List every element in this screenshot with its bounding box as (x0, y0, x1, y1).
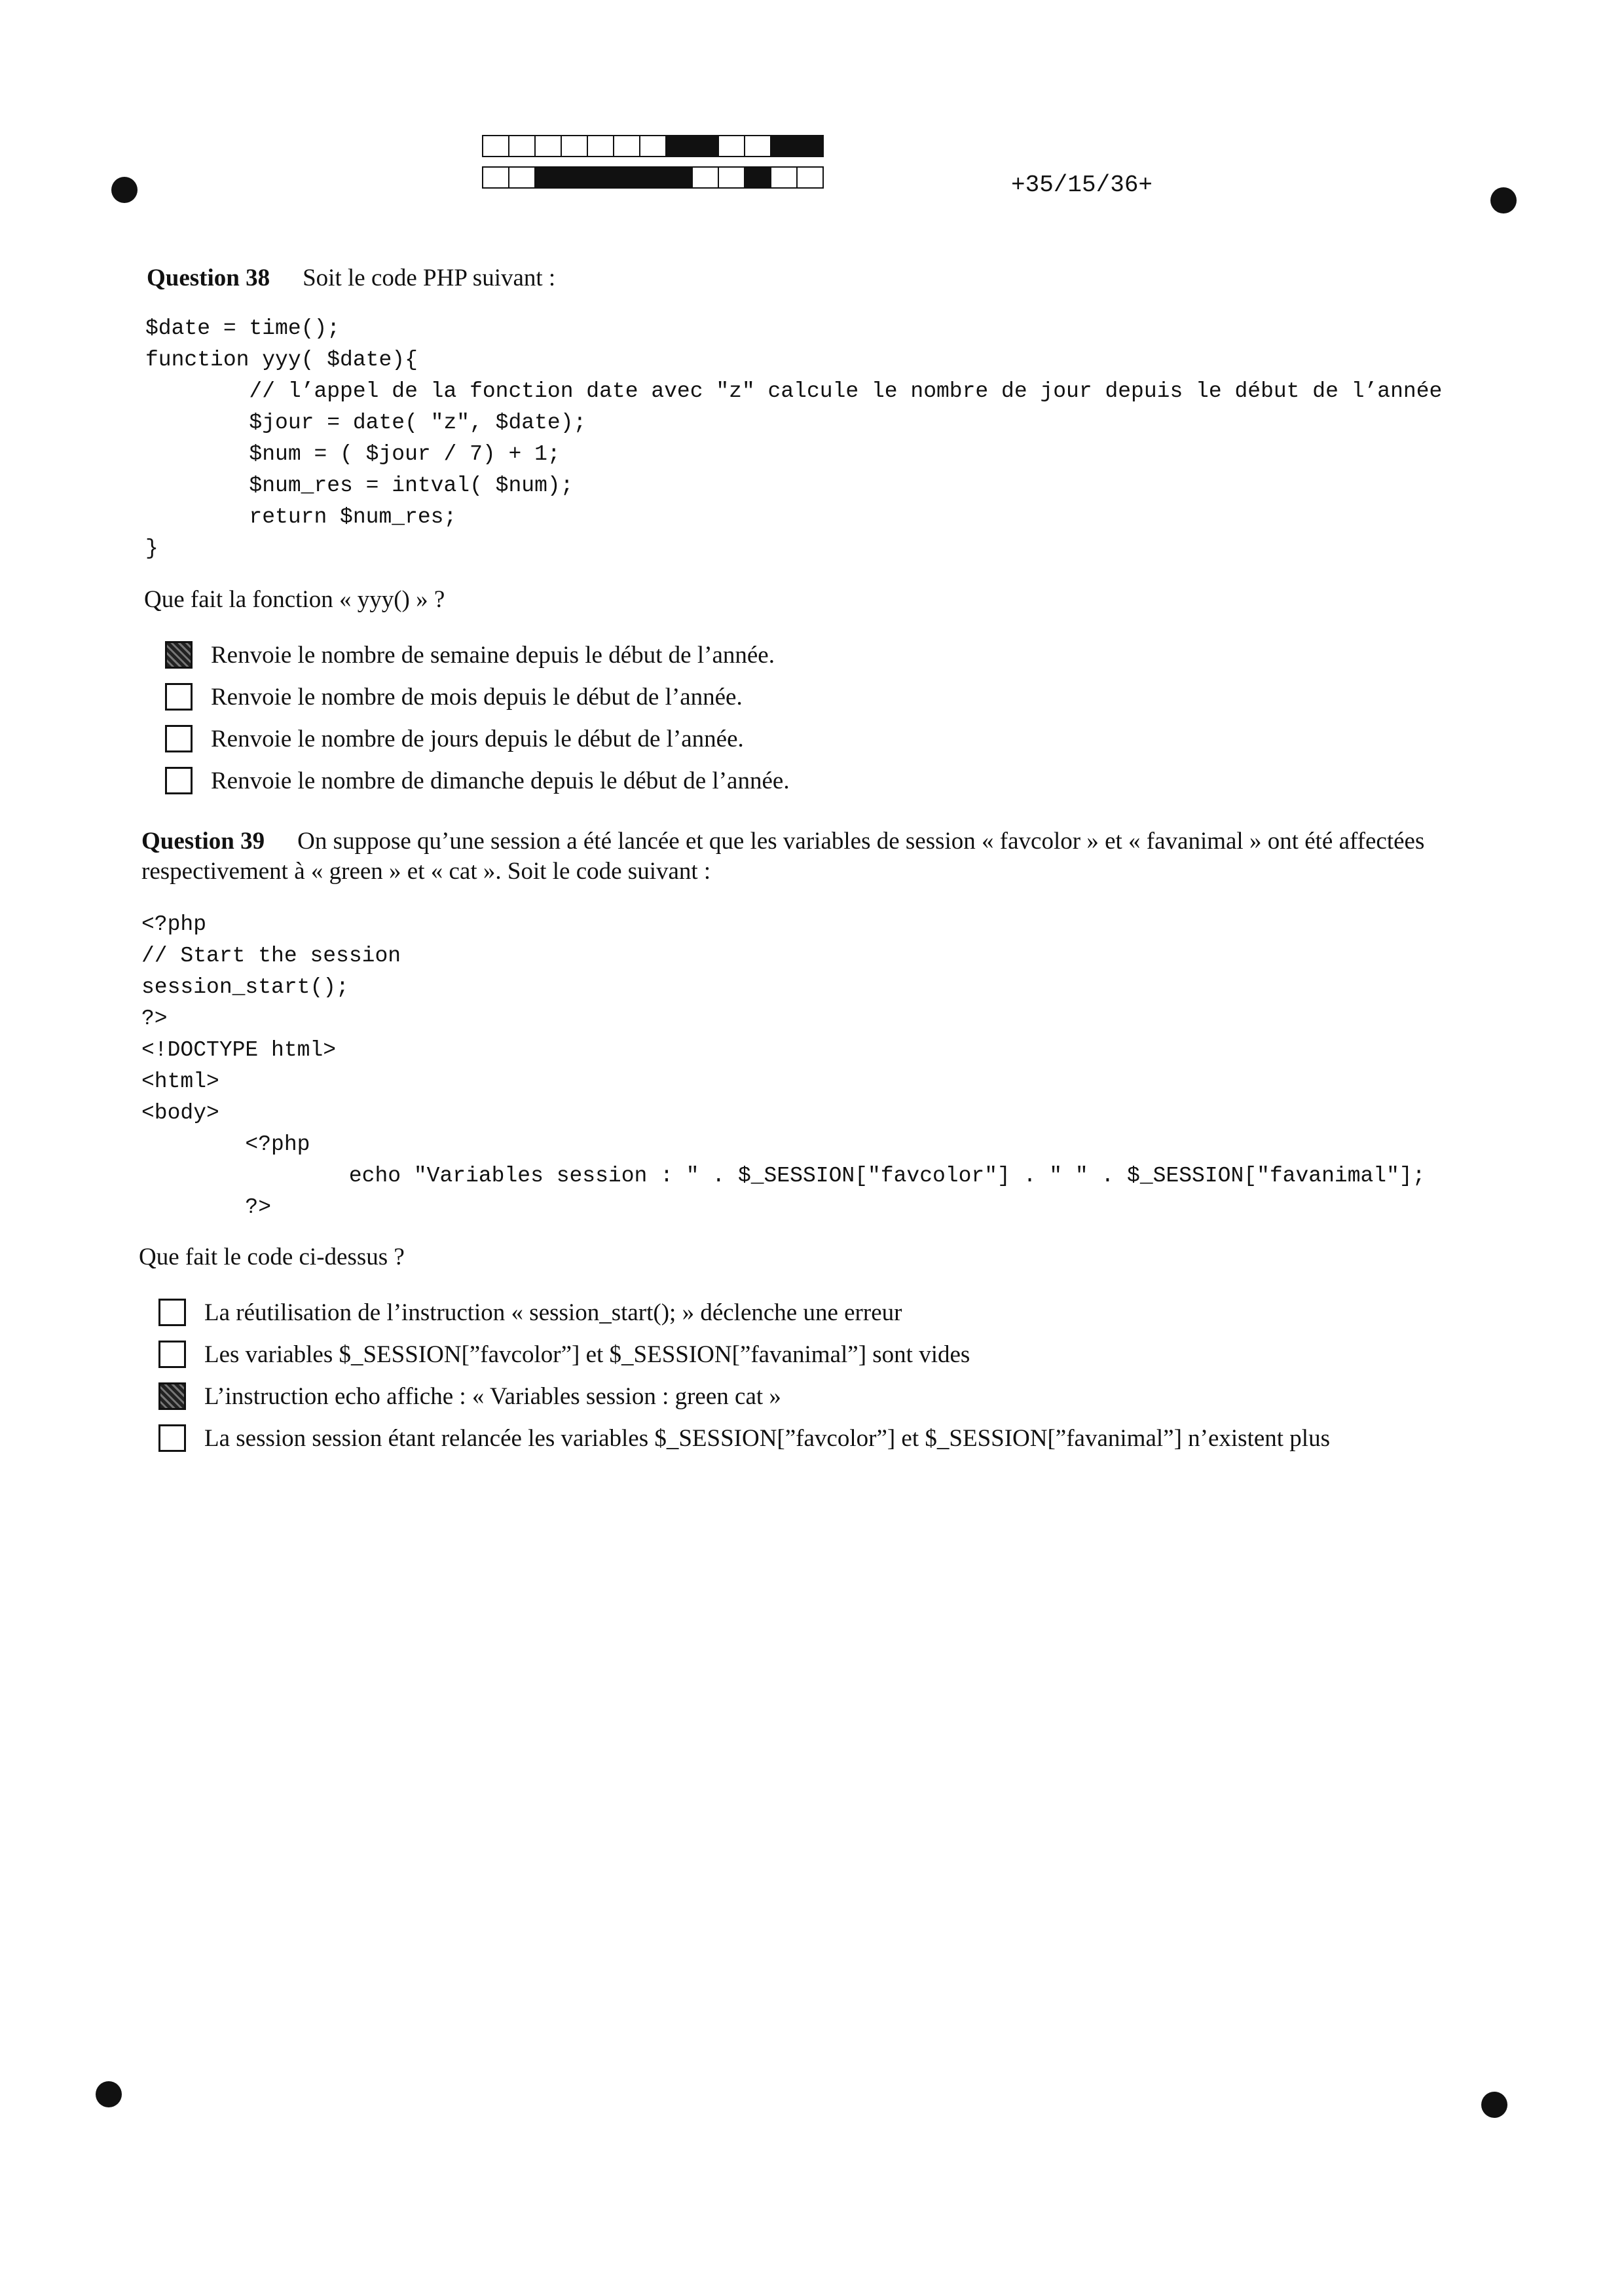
barcode-cell (770, 135, 798, 157)
answer-checkbox[interactable] (165, 725, 193, 752)
barcode-cell (744, 166, 771, 189)
answer-text: Renvoie le nombre de mois depuis le début de l’année. (211, 683, 743, 711)
question-label: Question 39 (141, 828, 265, 855)
barcode-cell (613, 166, 640, 189)
barcode-cell (639, 135, 667, 157)
barcode-cell (613, 135, 640, 157)
question-39-code: <?php // Start the session session_start(); ?> <!DOCTYPE html> <html> <body> <?php echo "Variables session : " . $_SESSION["favcolor"] . " " . $_SESSION["favanimal"]; ?> (141, 912, 1426, 1219)
answer-option (165, 760, 790, 802)
answer-text: Renvoie le nombre de dimanche depuis le début de l’année. (211, 767, 790, 794)
answer-checkbox[interactable] (165, 641, 193, 669)
page-id: +35/15/36+ (1011, 172, 1153, 198)
answer-text: L’instruction echo affiche : « Variables session : green cat » (204, 1382, 781, 1410)
question-39-answers (158, 1291, 1330, 1459)
barcode-cell (744, 135, 771, 157)
barcode-cell (692, 135, 719, 157)
barcode-cell (718, 166, 745, 189)
answer-checkbox[interactable] (165, 767, 193, 794)
question-label: Question 38 (147, 265, 270, 291)
answer-option (165, 718, 790, 760)
barcode-cell (561, 166, 588, 189)
question-intro: Soit le code PHP suivant : (303, 265, 556, 291)
barcode-cell (587, 135, 614, 157)
answer-text: La réutilisation de l’instruction « session_start(); » déclenche une erreur (204, 1299, 902, 1326)
registration-mark-bottom-right (1481, 2092, 1507, 2118)
barcode-cell (482, 166, 509, 189)
answer-option (165, 634, 790, 676)
barcode-cell (692, 166, 719, 189)
answer-checkbox[interactable] (158, 1424, 186, 1452)
barcode-cell (534, 166, 562, 189)
registration-mark-top-left (111, 177, 138, 203)
barcode-cell (665, 166, 693, 189)
answer-checkbox[interactable] (158, 1299, 186, 1326)
barcode-cell (534, 135, 562, 157)
registration-mark-bottom-left (96, 2081, 122, 2107)
answer-text: Les variables $_SESSION[”favcolor”] et $_SESSION[”favanimal”] sont vides (204, 1341, 970, 1368)
barcode-cell (639, 166, 667, 189)
barcode-top-row (482, 135, 822, 157)
barcode-cell (508, 135, 536, 157)
barcode-bottom-row (482, 166, 822, 189)
barcode-cell (482, 135, 509, 157)
answer-text: La session session étant relancée les variables $_SESSION[”favcolor”] et $_SESSION[”favanimal”] n’existent plus (204, 1424, 1330, 1452)
question-38-header (147, 263, 1483, 293)
barcode-cell (587, 166, 614, 189)
answer-option (158, 1375, 1330, 1417)
question-39-header (141, 826, 1484, 887)
barcode-cell (665, 135, 693, 157)
answer-checkbox[interactable] (158, 1341, 186, 1368)
barcode-cell (561, 135, 588, 157)
question-38-prompt: Que fait la fonction « yyy() » ? (144, 586, 445, 613)
answer-text: Renvoie le nombre de jours depuis le début de l’année. (211, 725, 744, 752)
barcode-cell (508, 166, 536, 189)
barcode-cell (796, 135, 824, 157)
barcode-cell (718, 135, 745, 157)
answer-checkbox[interactable] (158, 1382, 186, 1410)
answer-option (158, 1417, 1330, 1459)
barcode-cell (770, 166, 798, 189)
answer-option (158, 1291, 1330, 1333)
answer-option (165, 676, 790, 718)
registration-mark-top-right (1490, 187, 1517, 213)
answer-checkbox[interactable] (165, 683, 193, 711)
answer-option (158, 1333, 1330, 1375)
barcode-cell (796, 166, 824, 189)
answer-text: Renvoie le nombre de semaine depuis le début de l’année. (211, 641, 775, 669)
question-39-prompt: Que fait le code ci-dessus ? (139, 1244, 405, 1270)
question-38-code: $date = time(); function yyy( $date){ // l’appel de la fonction date avec "z" calcule le nombre de jour depuis le début de l’année $jour = date( "z", $date); $num = ( $jour / 7) + 1; $num_res = intval( $num); return $num_res; } (145, 316, 1443, 561)
question-38-answers (165, 634, 790, 802)
question-intro: On suppose qu’une session a été lancée et que les variables de session « favcolor » et « favanimal » ont été affectées respectivement à « green » et « cat ». Soit le code suivant : (141, 828, 1425, 885)
